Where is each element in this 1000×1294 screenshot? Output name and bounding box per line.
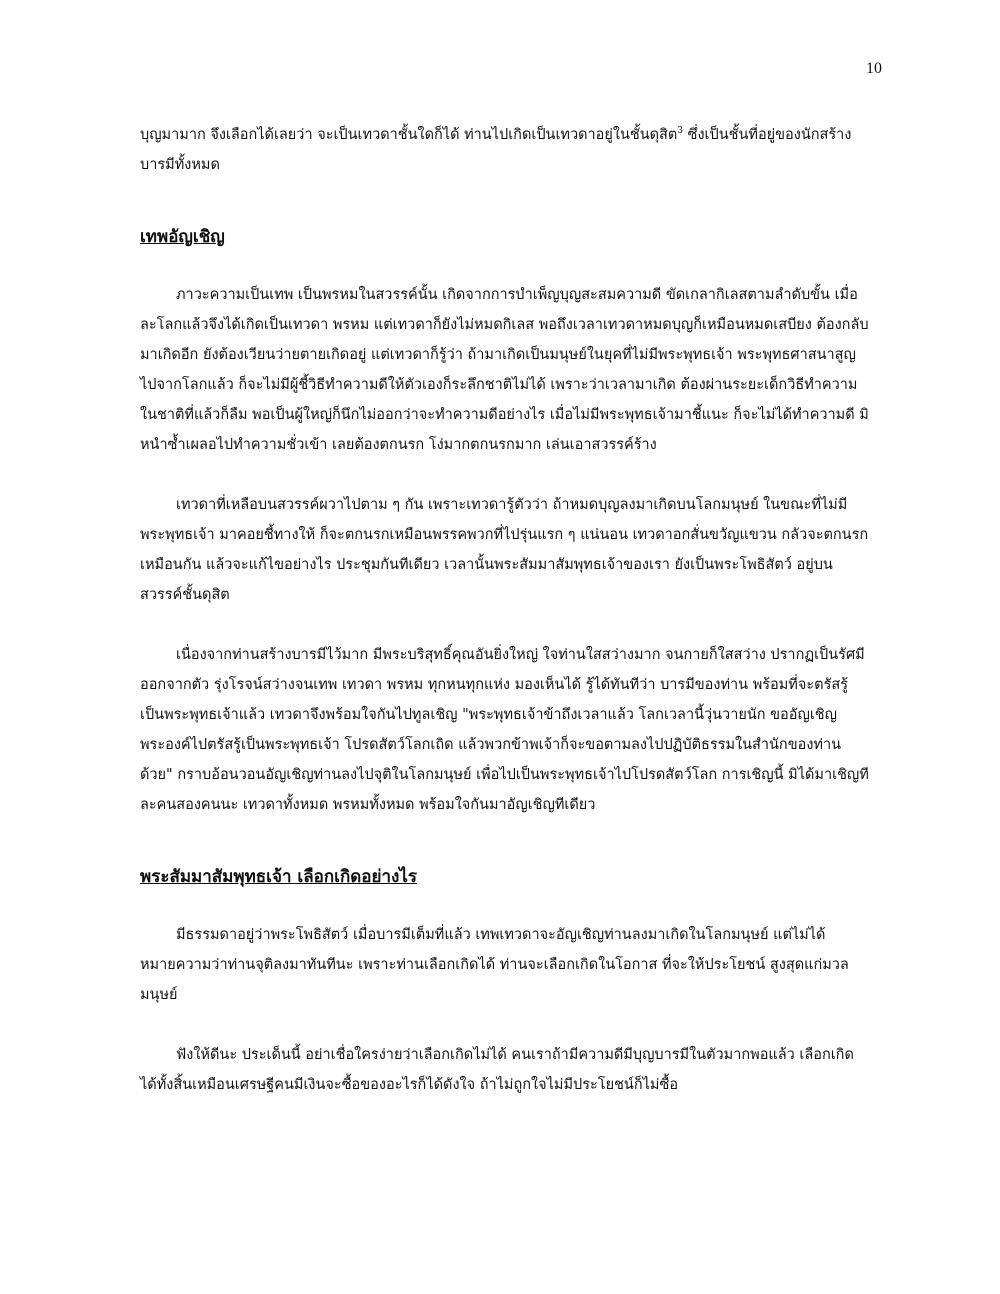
intro-paragraph (140, 120, 870, 180)
body-paragraph: ภาวะความเป็นเทพ เป็นพรหมในสวรรค์นั้น เกิดจากการบำเพ็ญบุญสะสมความดี ขัดเกลากิเลสตามลำดับขั้น เมื่อละโลกแล้วจึงได้เกิดเป็นเทวดา พรหม แต่เทวดาก็ยังไม่หมดกิเลส พอถึงเวลาเทวดาหมดบุญก็เหมือนหมดเสบียง ต้องกลับมาเกิดอีก ยังต้องเวียนว่ายตายเกิดอยู่ แต่เทวดาก็รู้ว่า ถ้ามาเกิดเป็นมนุษย์ในยุคที่ไม่มีพระพุทธเจ้า พระพุทธศาสนาสูญไปจากโลกแล้ว ก็จะไม่มีผู้ชี้วิธีทำความดีให้ตัวเองก็ระลึกชาติไม่ได้ เพราะว่าเวลามาเกิด ต้องผ่านระยะเด็กวิธีทำความในชาติที่แล้วก็ลืม พอเป็นผู้ใหญ่ก็นึกไม่ออกว่าจะทำความดีอย่างไร เมื่อไม่มีพระพุทธเจ้ามาชี้แนะ ก็จะไม่ได้ทำความดี มิหนำซ้ำเผลอไปทำความชั่วเข้า เลยต้องตกนรก โง่มากตกนรกมาก เล่นเอาสวรรค์ร้าง (140, 287, 869, 453)
section-heading-buddha-choosing-birth: พระสัมมาสัมพุทธเจ้า เลือกเกิดอย่างไร (140, 867, 417, 887)
page-number: 10 (866, 60, 882, 77)
body-paragraph: ฟังให้ดีนะ ประเด็นนี้ อย่าเชื่อใครง่ายว่าเลือกเกิดไม่ได้ คนเราถ้ามีความดีมีบุญบารมีในตัวมากพอแล้ว เลือกเกิดได้ทั้งสิ้นเหมือนเศรษฐีคนมีเงินจะซื้อของอะไรก็ได้ดังใจ ถ้าไม่ถูกใจไม่มีประโยชน์ก็ไม่ซื้อ (140, 1047, 854, 1093)
body-paragraph: เนื่องจากท่านสร้างบารมีไว้มาก มีพระบริสุทธิ์คุณอันยิ่งใหญ่ ใจท่านใสสว่างมาก จนกายก็ใสสว่าง ปรากฏเป็นรัศมีออกจากตัว รุ่งโรจน์สว่างจนเทพ เทวดา พรหม ทุกหนทุกแห่ง มองเห็นได้ รู้ได้ทันทีว่า บารมีของท่าน พร้อมที่จะตรัสรู้เป็นพระพุทธเจ้าแล้ว เทวดาจึงพร้อมใจกันไปทูลเชิญ "พระพุทธเจ้าข้าถึงเวลาแล้ว โลกเวลานี้วุ่นวายนัก ขออัญเชิญพระองค์ไปตรัสรู้เป็นพระพุทธเจ้า โปรดสัตว์โลกเถิด แล้วพวกข้าพเจ้าก็จะขอตามลงไปปฏิบัติธรรมในสำนักของท่านด้วย" กราบอ้อนวอนอัญเชิญท่านลงไปจุติในโลกมนุษย์ เพื่อไปเป็นพระพุทธเจ้าไปโปรดสัตว์โลก การเชิญนี้ มิได้มาเชิญทีละคนสองคนนะ เทวดาทั้งหมด พรหมทั้งหมด พร้อมใจกันมาอัญเชิญทีเดียว (140, 647, 869, 813)
intro-text-part-2: ซึ่งเป็นชั้นที่อยู่ของนักสร้างบารมีทั้งหมด (140, 127, 852, 173)
body-paragraph: มีธรรมดาอยู่ว่าพระโพธิสัตว์ เมื่อบารมีเต็มที่แล้ว เทพเทวดาจะอัญเชิญท่านลงมาเกิดในโลกมนุษย์ แต่ไม่ได้หมายความว่าท่านจุติลงมาทันทีนะ เพราะท่านเลือกเกิดได้ ท่านจะเลือกเกิดในโอกาส ที่จะให้ประโยชน์ สูงสุดแก่มวลมนุษย์ (140, 927, 849, 1003)
intro-text-part-1: บุญมามาก จึงเลือกได้เลยว่า จะเป็นเทวดาชั้นใดก็ได้ ท่านไปเกิดเป็นเทวดาอยู่ในชั้นดุสิต (140, 127, 678, 143)
footnote-reference: 3 (677, 126, 684, 137)
body-paragraph: เทวดาที่เหลือบนสวรรค์ผวาไปตาม ๆ กัน เพราะเทวดารู้ตัวว่า ถ้าหมดบุญลงมาเกิดบนโลกมนุษย์ ในขณะที่ไม่มีพระพุทธเจ้า มาคอยชี้ทางให้ ก็จะตกนรกเหมือนพรรคพวกที่ไปรุ่นแรก ๆ แน่นอน เทวดาอกสั่นขวัญแขวน กลัวจะตกนรกเหมือนกัน แล้วจะแก้ไขอย่างไร ประชุมกันทีเดียว เวลานั้นพระสัมมาสัมพุทธเจ้าของเรา ยังเป็นพระโพธิสัตว์ อยู่บนสวรรค์ชั้นดุสิต (140, 497, 869, 603)
document-body (140, 120, 870, 1100)
section-heading-deva-invitation: เทพอัญเชิญ (140, 227, 225, 247)
